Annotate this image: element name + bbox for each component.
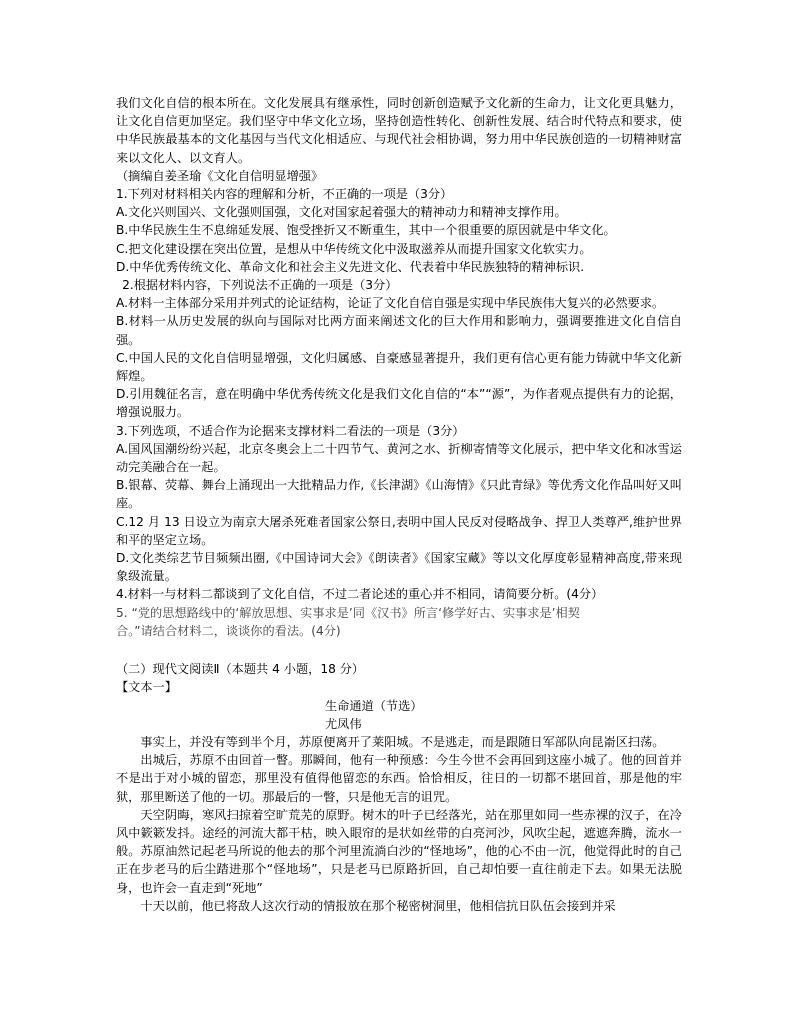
story-title: 生命通道（节选） <box>325 698 423 713</box>
q1-option-d: D.中华优秀传统文化、革命文化和社会主义先进文化、代表着中华民族独特的精神标识. <box>116 259 585 274</box>
story-paragraph: 事实上，并没有等到半个月，苏原便离开了莱阳城。不是逃走，而是跟随日军部队向昆嵛区扫荡。 <box>140 734 665 749</box>
q5-stem-line2: 合。”请结合材料二，谈谈你的看法。(4分) <box>116 623 341 638</box>
section-gap <box>116 640 682 660</box>
document-page <box>116 94 682 915</box>
material1-ending: 我们文化自信的根本所在。文化发展具有继承性，同时创新创造赋予文化新的生命力，让文化更具魅力，让文化自信更加坚定。我们坚守中华文化立场，坚持创造性转化、创新性发展、结合时代特点和要求，使中华民族最基本的文化基因与当代文化相适应、与现代社会相协调，努力用中华民族创造的一切精神财富来以文化人、以文育人。 <box>116 96 682 165</box>
q5-stem-line1: 5. “党的思想路线中的‘解放思想、实事求是’同《汉书》所言‘修学好古、实事求是’相契 <box>116 605 580 620</box>
story-paragraph: 出城后，苏原不由回首一瞥。那瞬间，他有一种预感：今生今世不会再回到这座小城了。他的回首并不是出于对小城的留恋，那里没有值得他留恋的东西。恰恰相反，往日的一切都不堪回首，那是他的牢狱，那里断送了他的一切。那最后的一瞥，只是他无言的诅咒。 <box>116 753 682 804</box>
q1-option-a: A.文化兴则国兴、文化强则国强，文化对国家起着强大的精神动力和精神支撑作用。 <box>116 205 567 220</box>
q1-option-b: B.中华民族生生不息绵延发展、饱受挫折又不断重生，其中一个很重要的原因就是中华文化。 <box>116 223 616 238</box>
q2-option-b: B.材料一从历史发展的纵向与国际对比两方面来阐述文化的巨大作用和影响力，强调要推进文化自信自强。 <box>116 314 682 347</box>
q1-stem: 1.下列对材料相关内容的理解和分析，不正确的一项是（3分） <box>116 187 453 202</box>
q3-option-b: B.银幕、荧幕、舞台上涌现出一大批精品力作,《长津湖》《山海情》《只此青绿》等优秀文化作品叫好又叫座。 <box>116 478 682 511</box>
text1-label: 【文本一】 <box>116 680 177 695</box>
q2-option-d: D.引用魏征名言，意在明确中华优秀传统文化是我们文化自信的“本”“源”，为作者观点提供有力的论据，增强说服力。 <box>116 387 682 420</box>
section-heading: （二）现代文阅读Ⅱ（本题共 4 小题，18 分） <box>116 662 365 677</box>
q4-stem: 4.材料一与材料二都谈到了文化自信，不过二者论述的重心并不相同，请简要分析。(4分） <box>116 587 604 602</box>
source-citation: （摘编自姜圣瑜《文化自信明显增强》 <box>116 168 324 183</box>
q2-option-a: A.材料一主体部分采用并列式的论证结构，论证了文化自信自强是实现中华民族伟大复兴的必然要求。 <box>116 296 665 311</box>
q2-option-c: C.中国人民的文化自信明显增强，文化归属感、自豪感显著提升，我们更有信心更有能力铸就中华文化新辉煌。 <box>116 350 682 384</box>
q2-stem: 2.根据材料内容，下列说法不正确的一项是（3分） <box>122 278 398 293</box>
story-author: 尤凤伟 <box>325 716 362 731</box>
q3-option-d: D.文化类综艺节目频频出圈,《中国诗词大会》《朗读者》《国家宝藏》等以文化厚度彰显精神高度,带来现象级流量。 <box>116 551 682 584</box>
story-paragraph: 十天以前，他已将敌人这次行动的情报放在那个秘密树洞里，他相信抗日队伍会接到并采 <box>140 898 616 913</box>
story-paragraph: 天空阴晦，寒风扫掠着空旷荒芜的原野。树木的叶子已经落光，站在那里如同一些赤裸的汉子，在冷风中簌簌发抖。途经的河流大都干枯，映入眼帘的是状如丝带的白亮河沙，风吹尘起，遮遮奔腾，流水一般。苏原油然记起老马所说的他去的那个河里流淌白沙的“怪地场”，他的心不由一沉，他觉得此时的自己正在步老马的后尘踏进那个“怪地场”，只是老马已原路折回，自己却怕要一直往前走下去。如果无法脱身，也许会一直走到“死地” <box>116 807 682 895</box>
q1-option-c: C.把文化建设摆在突出位置，是想从中华传统文化中汲取滋养从而提升国家文化软实力。 <box>116 241 592 256</box>
q3-option-a: A.国风国潮纷纷兴起，北京冬奥会上二十四节气、黄河之水、折柳寄情等文化展示，把中华文化和冰雪运动完美融合在一起。 <box>116 441 682 475</box>
q3-stem: 3.下列选项，不适合作为论据来支撑材料二看法的一项是（3分） <box>116 423 465 438</box>
q3-option-c: C.12 月 13 日设立为南京大屠杀死难者国家公祭日,表明中国人民反对侵略战争、捍卫人类尊严,维护世界和平的坚定立场。 <box>116 514 682 547</box>
